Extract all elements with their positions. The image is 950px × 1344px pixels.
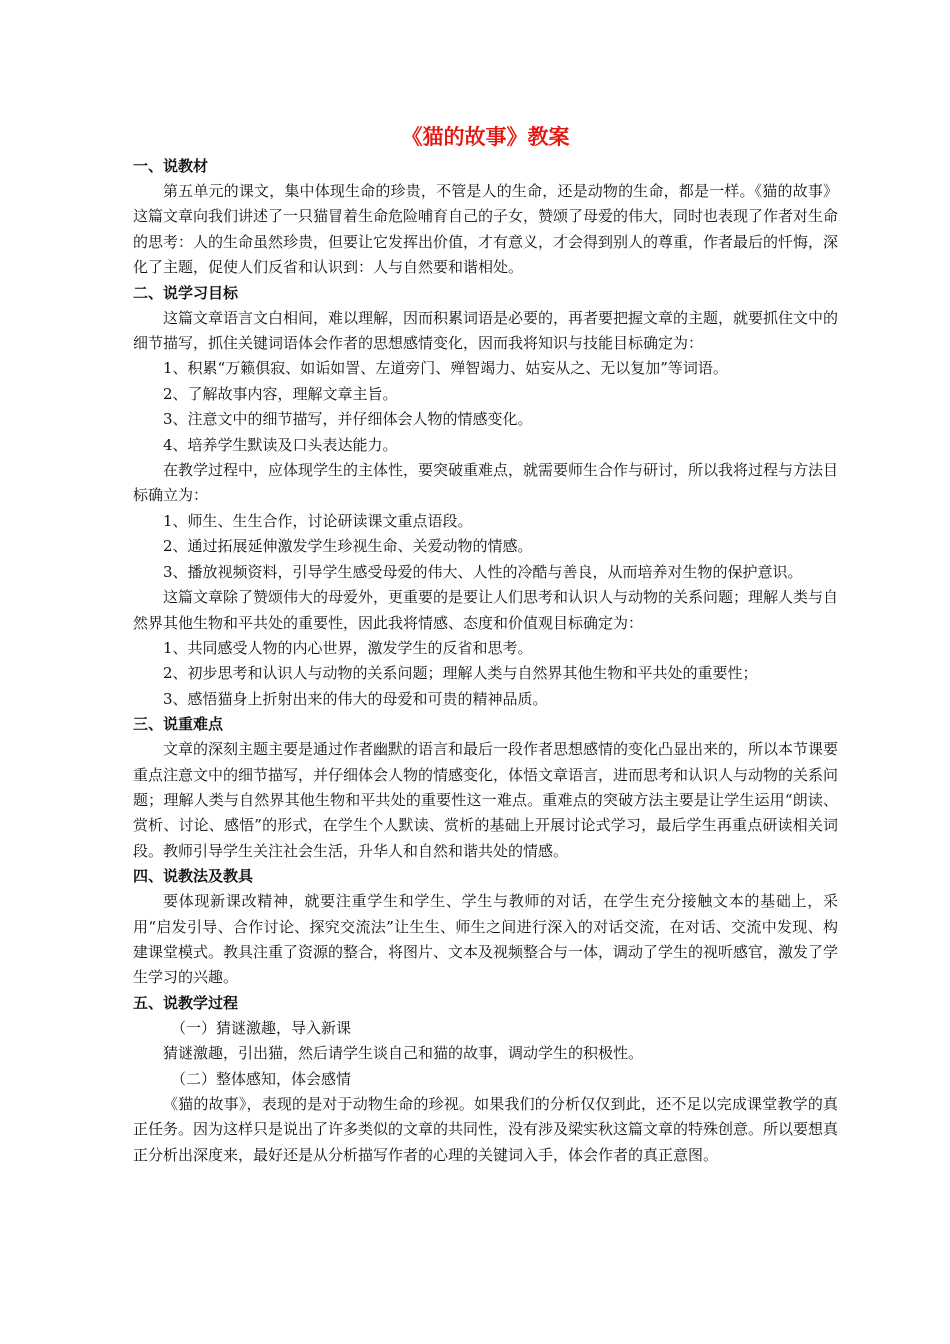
subheading: （一）猜谜激趣，导入新课 [171, 1018, 352, 1037]
document-body [133, 122, 838, 1168]
paragraph: 第五单元的课文，集中体现生命的珍贵，不管是人的生命，还是动物的生命，都是一样。《猫的故事》这篇文章向我们讲述了一只猫冒着生命危险哺育自己的子女，赞颂了母爱的伟大，同时也表现了作者对生命的思考：人的生命虽然珍贵，但要让它发挥出价值，才有意义，才会得到别人的尊重，作者最后的忏悔，深化了主题，促使人们反省和认识到：人与自然要和谐相处。 [133, 182, 839, 277]
section-heading: 一、说教材 [133, 157, 209, 175]
paragraph: 文章的深刻主题主要是通过作者幽默的语言和最后一段作者思想感情的变化凸显出来的，所以本节课要重点注意文中的细节描写，并仔细体会人物的情感变化，体悟文章语言，进而思考和认识人与动物的关系问题；理解人类与自然界其他生物和平共处的重要性这一难点。重难点的突破方法主要是让学生运用“朗读、赏析、讨论、感悟”的形式，在学生个人默读、赏析的基础上开展讨论式学习，最后学生再重点研读相关词段。教师引导学生关注社会生活，升华人和自然和谐共处的情感。 [133, 740, 839, 860]
section-heading: 三、说重难点 [133, 715, 224, 734]
section-teaching-material [133, 154, 838, 281]
document-title: 《猫的故事》教案 [401, 125, 570, 149]
paragraph: 在教学过程中，应体现学生的主体性，要突破重难点，就需要师生合作与研讨，所以我将过程与方法目标确立为： [133, 461, 839, 505]
section-heading: 五、说教学过程 [133, 993, 239, 1012]
list-item: 2、了解故事内容，理解文章主旨。 [163, 384, 398, 403]
section-heading: 二、说学习目标 [133, 283, 239, 302]
paragraph: 猜谜激趣，引出猫，然后请学生谈自己和猫的故事，调动学生的积极性。 [163, 1044, 644, 1063]
subheading: （二）整体感知，体会感情 [171, 1069, 352, 1088]
list-item: 1、共同感受人物的内心世界，激发学生的反省和思考。 [163, 638, 533, 657]
section-key-points [133, 712, 838, 864]
list-item: 2、初步思考和认识人与动物的关系问题；理解人类与自然界其他生物和平共处的重要性； [163, 664, 758, 683]
paragraph: 这篇文章语言文白相间，难以理解，因而积累词语是必要的，再者要把握文章的主题，就要抓住文中的细节描写，抓住关键词语体会作者的思想感情变化，因而我将知识与技能目标确定为： [133, 308, 839, 353]
list-item: 3、播放视频资料，引导学生感受母爱的伟大、人性的冷酷与善良，从而培养对生物的保护意识。 [163, 562, 803, 581]
list-item: 1、师生、生生合作，讨论研读课文重点语段。 [163, 511, 473, 530]
list-item: 4、培养学生默读及口头表达能力。 [163, 435, 398, 454]
paragraph: 要体现新课改精神，就要注重学生和学生、学生与教师的对话，在学生充分接触文本的基础上，采用“启发引导、合作讨论、探究交流法”让生生、师生之间进行深入的对话交流，在对话、交流中发现、构建课堂模式。教具注重了资源的整合，将图片、文本及视频整合与一体，调动了学生的视听感官，激发了学生学习的兴趣。 [133, 892, 839, 987]
list-item: 3、注意文中的细节描写，并仔细体会人物的情感变化。 [163, 410, 533, 429]
list-item: 3、感悟猫身上折射出来的伟大的母爱和可贵的精神品质。 [163, 689, 548, 708]
list-item: 2、通过拓展延伸激发学生珍视生命、关爱动物的情感。 [163, 537, 533, 556]
section-heading: 四、说教法及教具 [133, 867, 254, 886]
section-learning-goals [133, 281, 838, 713]
paragraph: 这篇文章除了赞颂伟大的母爱外，更重要的是要让人们思考和认识人与动物的关系问题；理解人类与自然界其他生物和平共处的重要性，因此我将情感、态度和价值观目标确定为： [133, 588, 839, 632]
list-item: 1、积累“万籁俱寂、如诟如詈、左道旁门、殚智竭力、姑妄从之、无以复加”等词语。 [163, 359, 728, 378]
section-methods-tools [133, 864, 838, 991]
paragraph: 《猫的故事》，表现的是对于动物生命的珍视。如果我们的分析仅仅到此，还不足以完成课堂教学的真正任务。因为这样只是说出了许多类似的文章的共同性，没有涉及梁实秋这篇文章的特殊创意。所以要想真正分析出深度来，最好还是从分析描写作者的心理的关键词入手，体会作者的真正意图。 [133, 1095, 839, 1164]
section-teaching-process [133, 991, 838, 1168]
